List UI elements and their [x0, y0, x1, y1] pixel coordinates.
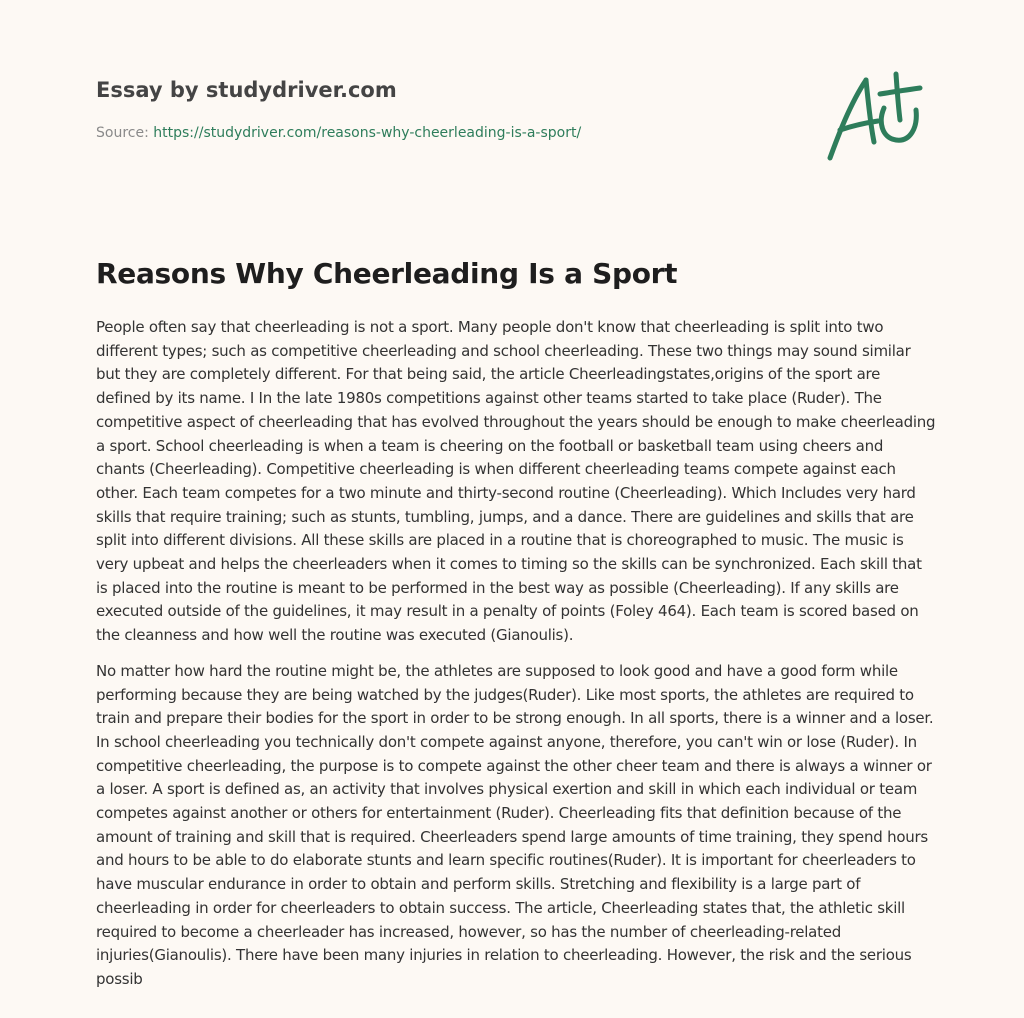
- a-plus-grade-icon: [820, 66, 930, 166]
- essay-paragraph: People often say that cheerleading is not a sport. Many people don't know that cheerleading is split into two different types; such as competitive cheerleading and school cheerleading. These two things may sound similar but they are completely different. For that being said, the article Cheerleadingstates,origins of the sport are defined by its name. I In the late 1980s competitions against other teams started to take place (Ruder). The competitive aspect of cheerleading that has evolved throughout the years should be enough to make cheerleading a sport. School cheerleading is when a team is cheering on the football or basketball team using cheers and chants (Cheerleading). Competitive cheerleading is when different cheerleading teams compete against each other. Each team competes for a two minute and thirty-second routine (Cheerleading). Which Includes very hard skills that require training; such as stunts, tumbling, jumps, and a dance. There are guidelines and skills that are split into different divisions. All these skills are placed in a routine that is choreographed to music. The music is very upbeat and helps the cheerleaders when it comes to timing so the skills can be synchronized. Each skill that is placed into the routine is meant to be performed in the best way as possible (Cheerleading). If any skills are executed outside of the guidelines, it may result in a penalty of points (Foley 464). Each team is scored based on the cleanness and how well the routine was executed (Gianoulis).: [96, 318, 936, 645]
- source-link[interactable]: https://studydriver.com/reasons-why-cheerleading-is-a-sport/: [153, 125, 582, 141]
- essay-title: Reasons Why Cheerleading Is a Sport: [96, 257, 678, 290]
- site-header: [96, 76, 796, 143]
- source-line: [96, 123, 796, 143]
- source-label: Source:: [96, 125, 149, 141]
- site-title: Essay by studydriver.com: [96, 78, 397, 102]
- essay-body: [96, 316, 936, 1004]
- essay-paragraph: No matter how hard the routine might be, the athletes are supposed to look good and have a good form while performing because they are being watched by the judges(Ruder). Like most sports, the athletes are required to train and prepare their bodies for the sport in order to be strong enough. In all sports, there is a winner and a loser. In school cheerleading you technically don't compete against anyone, therefore, you can't win or lose (Ruder). In competitive cheerleading, the purpose is to compete against the other cheer team and there is always a winner or a loser. A sport is defined as, an activity that involves physical exertion and skill in which each individual or team competes against another or others for entertainment (Ruder). Cheerleading fits that definition because of the amount of training and skill that is required. Cheerleaders spend large amounts of time training, they spend hours and hours to be able to do elaborate stunts and learn specific routines(Ruder). It is important for cheerleaders to have muscular endurance in order to obtain and perform skills. Stretching and flexibility is a large part of cheerleading in order for cheerleaders to obtain success. The article, Cheerleading states that, the athletic skill required to become a cheerleader has increased, however, so has the number of cheerleading-related injuries(Gianoulis). There have been many injuries in relation to cheerleading. However, the risk and the serious possib: [96, 661, 934, 988]
